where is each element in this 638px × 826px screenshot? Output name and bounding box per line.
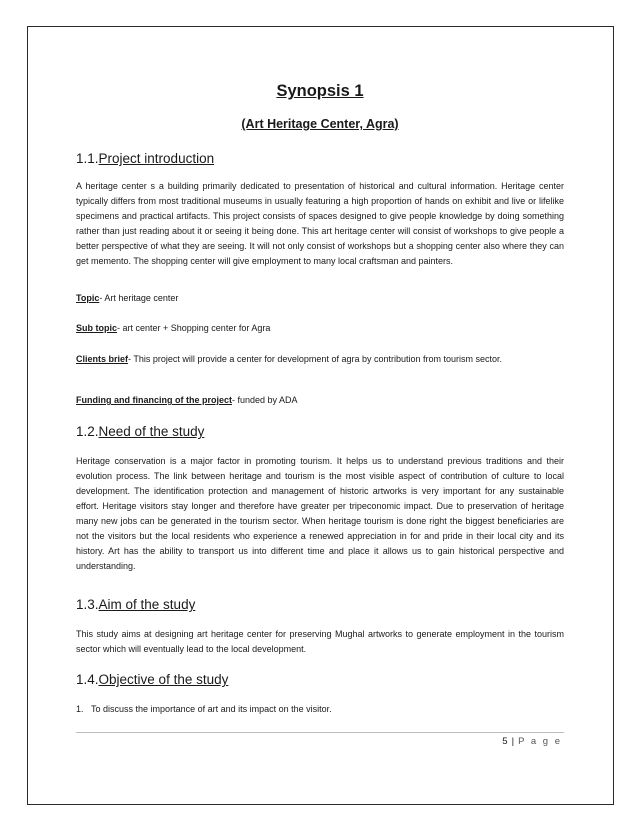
heading-need-of-study <box>76 424 204 439</box>
objective-item-1 <box>76 704 332 714</box>
heading-number: 1.2. <box>76 424 99 439</box>
heading-text: Need of the study <box>98 424 205 439</box>
page-number: 5 <box>502 736 508 747</box>
list-text: To discuss the importance of art and its impact on the visitor. <box>91 704 332 714</box>
heading-number: 1.3. <box>76 597 99 612</box>
topic-line <box>76 293 178 303</box>
funding-label: Funding and financing of the project <box>76 395 232 405</box>
heading-aim-of-study <box>76 597 195 612</box>
funding-line <box>76 395 298 405</box>
page-border <box>27 26 614 805</box>
page-label: P a g e <box>518 736 562 747</box>
heading-text: Aim of the study <box>98 597 196 612</box>
heading-project-introduction <box>76 151 214 166</box>
heading-number: 1.4. <box>76 672 99 687</box>
heading-text: Project introduction <box>98 151 215 166</box>
clients-brief-line <box>76 352 564 367</box>
heading-text: Objective of the study <box>98 672 229 687</box>
topic-label: Topic <box>76 293 100 303</box>
funding-value: - funded by ADA <box>232 395 298 405</box>
subtopic-value: - art center + Shopping center for Agra <box>117 323 271 333</box>
heading-objective-of-study <box>76 672 228 687</box>
topic-value: - Art heritage center <box>99 293 179 303</box>
paragraph-need-of-study: Heritage conservation is a major factor in promoting tourism. It helps us to understand previous traditions and their evolution process. The link between heritage and tourism is the most visible aspect of contribution of culture to local development. The identification protection and management of historic artworks is very important for any sustainable effort. Heritage visitors stay longer and therefore have greater per tripeconomic impact. Due to preservation of heritage many new jobs can be generated in the tourism sector. When heritage tourism is done right the biggest beneficiaries are not the visitors but the local residents who experience a renewed appreciation in for and pride in their local city and its history. Art has the ability to transport us into different time and place it allows us to gain historical perspective and understanding. <box>76 456 564 571</box>
footer-rule <box>76 732 564 733</box>
heading-number: 1.1. <box>76 151 99 166</box>
page-footer <box>502 736 562 747</box>
clients-brief-value: - This project will provide a center for development of agra by contribution from tourism sector. <box>128 354 503 364</box>
footer-separator: | <box>511 736 515 747</box>
paragraph-project-introduction: A heritage center s a building primarily dedicated to presentation of historical and cultural information. Heritage center typically differs from most traditional museums in usually featuring a high proportion of hands on exhibit and live or lifelike specimens and practical artifacts. This project consists of spaces designed to give people knowledge by doing something rather than just reading about it or seeing it being done. This art heritage center will consist of workshops to give people a better perspective of what they are seeing. It will not only consist of workshops but a shopping center also where they can get memento. The shopping center will give employment to many local craftsman and painters. <box>76 181 564 266</box>
subtopic-line <box>76 323 270 333</box>
document-subtitle: (Art Heritage Center, Agra) <box>241 117 399 131</box>
document-title: Synopsis 1 <box>276 82 364 100</box>
paragraph-aim-of-study: This study aims at designing art heritage center for preserving Mughal artworks to generate employment in the tourism sector which will eventually lead to the local development. <box>76 629 564 654</box>
clients-brief-label: Clients brief <box>76 354 129 364</box>
list-number: 1. <box>76 704 84 714</box>
subtopic-label: Sub topic <box>76 323 117 333</box>
